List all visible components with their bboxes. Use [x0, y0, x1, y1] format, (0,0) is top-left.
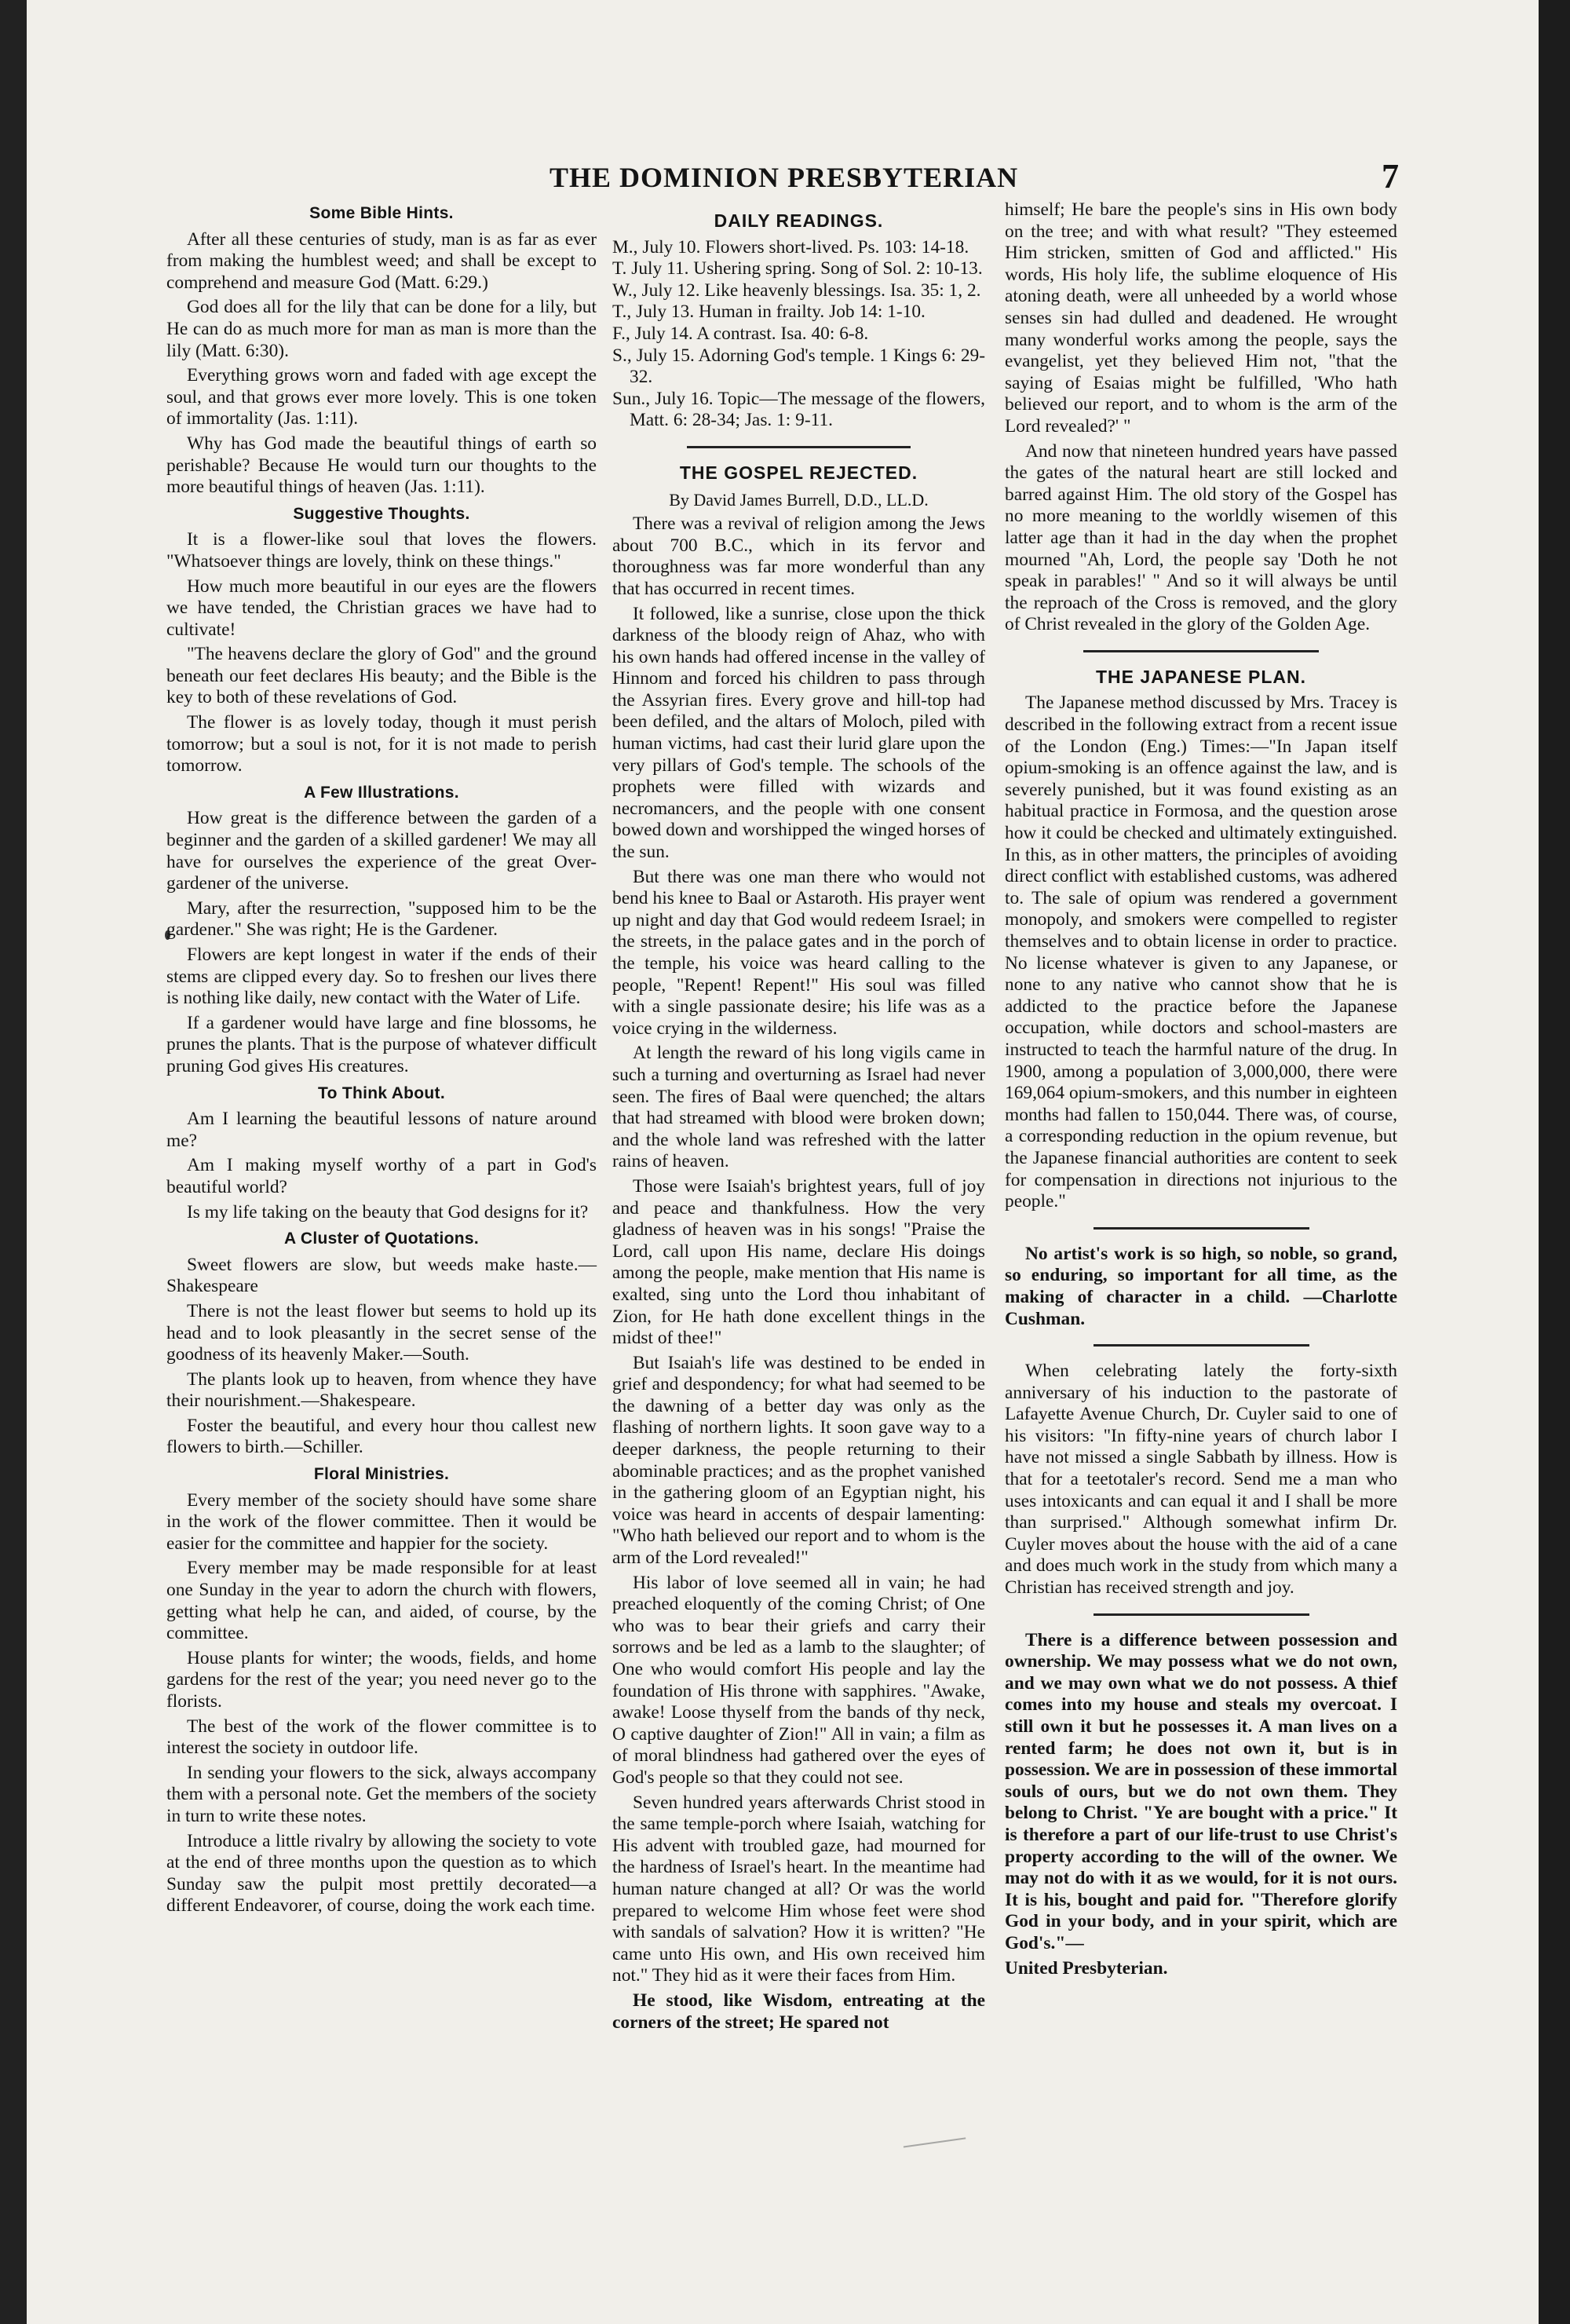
masthead: THE DOMINION PRESBYTERIAN: [550, 162, 1019, 193]
paragraph: But Isaiah's life was destined to be ended in grief and despondency; for what had seemed to be the dawning of a better day was only as the flashing of northern lights. It soon gave way to a deeper darkness, the people returning to their abominable practices; and as the prophet vanished in the gathering gloom of an Egyptian night, his voice was heard in accents of despair lamenting: "Who hath believed our report and to whom is the arm of the Lord revealed!": [612, 1352, 985, 1569]
list-item: W., July 12. Like heavenly blessings. Isa. 35: 1, 2.: [612, 280, 981, 301]
paragraph: House plants for winter; the woods, fields, and home gardens for the rest of the year; you need never go to the florists.: [166, 1647, 597, 1712]
divider: [1094, 1613, 1309, 1616]
paragraph: But there was one man there who would not bend his knee to Baal or Astaroth. His prayer went up night and day that God would redeem Israel; in the streets, in the palace gates and in the porch of the temple, his voice was heard calling to the people, "Repent! Repent!" His soul was filled with a single passionate desire; his life was as a voice crying in the wilderness.: [612, 866, 985, 1039]
list-item: Sun., July 16. Topic—The message of the flowers, Matt. 6: 28-34; Jas. 1: 9-11.: [612, 388, 985, 431]
list-item: T. July 11. Ushering spring. Song of Sol. 2: 10-13.: [612, 258, 983, 280]
paragraph: He stood, like Wisdom, entreating at the corners of the street; He spared not: [612, 1990, 985, 2033]
list-item: T., July 13. Human in frailty. Job 14: 1-10.: [612, 301, 926, 323]
paragraph: In sending your flowers to the sick, always accompany them with a personal note. Get the members of the society in turn to write these notes.: [166, 1762, 597, 1826]
paragraph: himself; He bare the people's sins in His own body on the tree; and with what result? "They esteemed Him stricken, smitten of God and afflicted." His words, His holy life, the sublime eloquence of His atoning death, were all unheeded by a world whose senses sin had dulled and deadened. He wrought many wonderful works among the people, says the evangelist, yet they believed Him not, "that the saying of Esaias might be fulfilled, 'Who hath believed our report, and to whom is the arm of the Lord revealed?' ": [1005, 199, 1397, 437]
section-title-illustrations: A Few Illustrations.: [304, 783, 459, 802]
section-title-quotations: A Cluster of Quotations.: [284, 1230, 479, 1248]
scan-edge-left: [0, 0, 27, 2324]
paragraph: There is a difference between possession and ownership. We may possess what we do not own, and we may own what we do not possess. A thief comes into my house and steals my overcoat. I still own it but he possesses it. A man lives on a rented farm; he does not own it, but is in possession. We are in possession of these immortal souls of ours, but we do not own them. They belong to Christ. "Ye are bought with a price." It is therefore a part of our life-trust to use Christ's property according to the will of the owner. We may not do with it as we would, for it is not ours. It is his, bought and paid for. "Therefore glorify God in your body, and in your spirit, which are God's."—: [1005, 1629, 1397, 1953]
section-title-japanese-plan: THE JAPANESE PLAN.: [1095, 666, 1307, 687]
section-title-suggestive: Suggestive Thoughts.: [293, 504, 470, 523]
paragraph: Am I making myself worthy of a part in God's beautiful world?: [166, 1155, 597, 1197]
paragraph: At length the reward of his long vigils came in such a turning and overturning as Israel had never seen. The fires of Baal were quenched; the altars that had streamed with blood were broken down; and the whole land was refreshed with the latter rains of heaven.: [612, 1043, 985, 1172]
divider: [1094, 1227, 1309, 1230]
list-item: M., July 10. Flowers short-lived. Ps. 103: 14-18.: [612, 236, 969, 258]
paragraph: Every member may be made responsible for at least one Sunday in the year to adorn the church with flowers, getting what help he can, and aided, of course, by the committee.: [166, 1558, 597, 1644]
paragraph: Am I learning the beautiful lessons of nature around me?: [166, 1109, 597, 1151]
section-title-daily-readings: DAILY READINGS.: [714, 210, 884, 231]
page-number: 7: [1382, 157, 1399, 195]
section-title-think: To Think About.: [318, 1083, 445, 1102]
paragraph: How great is the difference between the garden of a beginner and the garden of a skilled gardener! We may all have for ourselves the experience of the great Over-gardener of the universe.: [166, 808, 597, 894]
paragraph: When celebrating lately the forty-sixth anniversary of his induction to the pastorate of Lafayette Avenue Church, Dr. Cuyler said to one of his visitors: "In fifty-nine years of church labor I have not missed a single Sabbath by illness. How is that for a teetotaler's record. Send me a man who uses intoxicants and can equal it and I shall be more than surprised." Although somewhat infirm Dr. Cuyler moves about the house with the aid of a cane and does much work in the study from which many a Christian has received strength and joy.: [1005, 1361, 1397, 1599]
paragraph: How much more beautiful in our eyes are the flowers we have tended, the Christian graces we have had to cultivate!: [166, 576, 597, 640]
paragraph: Mary, after the resurrection, "supposed him to be the gardener." She was right; He is the Gardener.: [166, 897, 597, 941]
paragraph: Sweet flowers are slow, but weeds make haste.—Shakespeare: [166, 1254, 597, 1297]
divider: [1094, 1344, 1309, 1347]
paragraph: After all these centuries of study, man is as far as ever from making the humblest weed; and shall be except to comprehend and measure God (Matt. 6:29.): [166, 228, 597, 293]
page-header: [550, 157, 1413, 200]
paragraph: No artist's work is so high, so noble, so grand, so enduring, so important for all time, as the making of character in a child. —Charlotte Cushman.: [1005, 1243, 1397, 1329]
paragraph: Those were Isaiah's brightest years, full of joy and peace and thankfulness. How the very gladness of heaven was in his songs! "Praise the Lord, call upon His name, declare His doings among the people, make mention that His name is exalted, sing unto the Lord thou inhabitant of Zion, for He hath done excellent things in the midst of thee!": [612, 1175, 985, 1349]
byline: By David James Burrell, D.D., LL.D.: [669, 489, 929, 510]
paragraph: "The heavens declare the glory of God" and the ground beneath our feet declares His beauty; and the Bible is the key to both of these revelations of God.: [166, 644, 597, 708]
paragraph: His labor of love seemed all in vain; he had preached eloquently of the coming Christ; of One who was to bear their griefs and carry their sorrows and be led as a lamb to the slaughter; of One who would comfort His people and lay the foundation of His throne with sapphires. "Awake, awake! Loose thyself from the bands of thy neck, O captive daughter of Zion!" All in vain; a film as of moral blindness had gathered over the eyes of God's people so that they could not see.: [612, 1572, 985, 1788]
paragraph: Why has God made the beautiful things of earth so perishable? Because He would turn our thoughts to the more beautiful things of heaven (Jas. 1:11).: [166, 433, 597, 498]
paragraph: Every member of the society should have some share in the work of the flower committee. Then it would be easier for the committee and happier for the society.: [166, 1489, 597, 1554]
list-item: S., July 15. Adorning God's temple. 1 Kings 6: 29-32.: [612, 345, 985, 388]
column-2: [612, 206, 985, 2037]
scan-edge-right: [1539, 0, 1570, 2324]
paragraph: Seven hundred years afterwards Christ stood in the same temple-porch where Isaiah, watching for His advent with troubled gaze, had mourned for the hardness of Israel's heart. In the meantime had human nature changed at all? Or was the world prepared to welcome Him whose feet were shod with sandals of salvation? How it is written? "He came unto His own, and His own received him not." They hid as it were their faces from Him.: [612, 1792, 985, 1986]
daily-readings-list: [612, 237, 985, 432]
paragraph: There is not the least flower but seems to hold up its head and to look pleasantly in the secret sense of the goodness of its heavenly Maker.—South.: [166, 1300, 597, 1365]
paragraph: There was a revival of religion among the Jews about 700 B.C., which in its fervor and thoroughness was far more wonderful than any that has occurred in recent times.: [612, 513, 985, 599]
quote-cushman: [1005, 1244, 1397, 1330]
paragraph: And now that nineteen hundred years have passed the gates of the natural heart are still locked and barred against Him. The old story of the Gospel has no more meaning to the worldly wisemen of this latter age than it had in the day when the prophet mourned "Ah, Lord, the people say 'Doth he not speak in parables!' " And so it will always be until the reproach of the Cross is removed, and the glory of Christ revealed in the glory of the Golden Age.: [1005, 440, 1397, 635]
list-item: F., July 14. A contrast. Isa. 40: 6-8.: [612, 323, 869, 344]
paragraph: It is a flower-like soul that loves the flowers. "Whatsoever things are lovely, think on these things.": [166, 529, 597, 572]
paragraph: The plants look up to heaven, from whence they have their nourishment.—Shakespeare.: [166, 1368, 597, 1412]
section-title-gospel-rejected: THE GOSPEL REJECTED.: [679, 462, 918, 483]
source-attribution: United Presbyterian.: [1005, 1957, 1168, 1979]
paragraph: Introduce a little rivalry by allowing the society to vote at the end of three months upon the question as to which Sunday saw the pulpit most prettily decorated—a different Endeavorer, of course, doing the work each time.: [166, 1830, 597, 1917]
section-title-bible-hints: Some Bible Hints.: [309, 204, 454, 222]
paragraph: Is my life taking on the beauty that God designs for it?: [187, 1201, 589, 1222]
paragraph: The Japanese method discussed by Mrs. Tracey is described in the following extract from a recent issue of the London (Eng.) Times:—"In Japan itself opium-smoking is an offence against the law, and is severely punished, but it was found existing as an habitual practice in Formosa, and the question arose how it could be checked and ultimately extinguished. In this, as in other matters, the principles of avoiding direct conflict with established customs, was adhered to. The sale of opium was rendered a government monopoly, and smokers were compelled to register themselves and to obtain license in order to practice. No license whatever is given to any Japanese, or none to any native who cannot show that he is addicted to the practice before the Japanese occupation, while doctors and school-masters are instructed to teach the harmful nature of the drug. In 1900, among a population of 3,000,000, there were 169,064 opium-smokers, and this number in eighteen months had fallen to 150,044. There was, of course, a corresponding reduction in the opium revenue, but the Japanese financial authorities are content to seek for compensation in directions not injurious to the people.": [1005, 692, 1397, 1212]
divider: [1083, 650, 1319, 652]
paragraph: It followed, like a sunrise, close upon the thick darkness of the bloody reign of Ahaz, who with his own hands had offered incense in the valley of Hinnom and forced his children to pass through the Assyrian fires. Every grove and hill-top had been defiled, and the altars of Moloch, piled with human victims, had cast their lurid glare upon the very pillars of God's temple. The schools of the prophets were filled with wizards and necromancers, and the people with one consent bowed down and worshipped the winged horses of the sun.: [612, 603, 985, 863]
paragraph: Everything grows worn and faded with age except the soul, and that grows ever more lovely. This is one token of immortality (Jas. 1:11).: [166, 365, 597, 429]
paragraph: If a gardener would have large and fine blossoms, he prunes the plants. That is the purpose of whatever difficult pruning God gives His creatures.: [166, 1012, 597, 1076]
paragraph: God does all for the lily that can be done for a lily, but He can do as much more for man as man is more than the lily (Matt. 6:30).: [166, 297, 597, 361]
paragraph: Flowers are kept longest in water if the ends of their stems are clipped every day. So to freshen our lives there is nothing like daily, new contact with the Water of Life.: [166, 945, 597, 1009]
section-title-floral: Floral Ministries.: [313, 1465, 450, 1484]
column-3: [1005, 199, 1397, 1982]
paragraph: Foster the beautiful, and every hour thou callest new flowers to birth.—Schiller.: [166, 1415, 597, 1458]
divider: [687, 446, 911, 448]
possession-note: [1005, 1630, 1397, 1980]
column-1: [166, 198, 597, 1920]
paragraph: The best of the work of the flower committee is to interest the society in outdoor life.: [166, 1716, 597, 1759]
paragraph: The flower is as lovely today, though it must perish tomorrow; but a soul is not, for it is not made to perish tomorrow.: [166, 712, 597, 776]
